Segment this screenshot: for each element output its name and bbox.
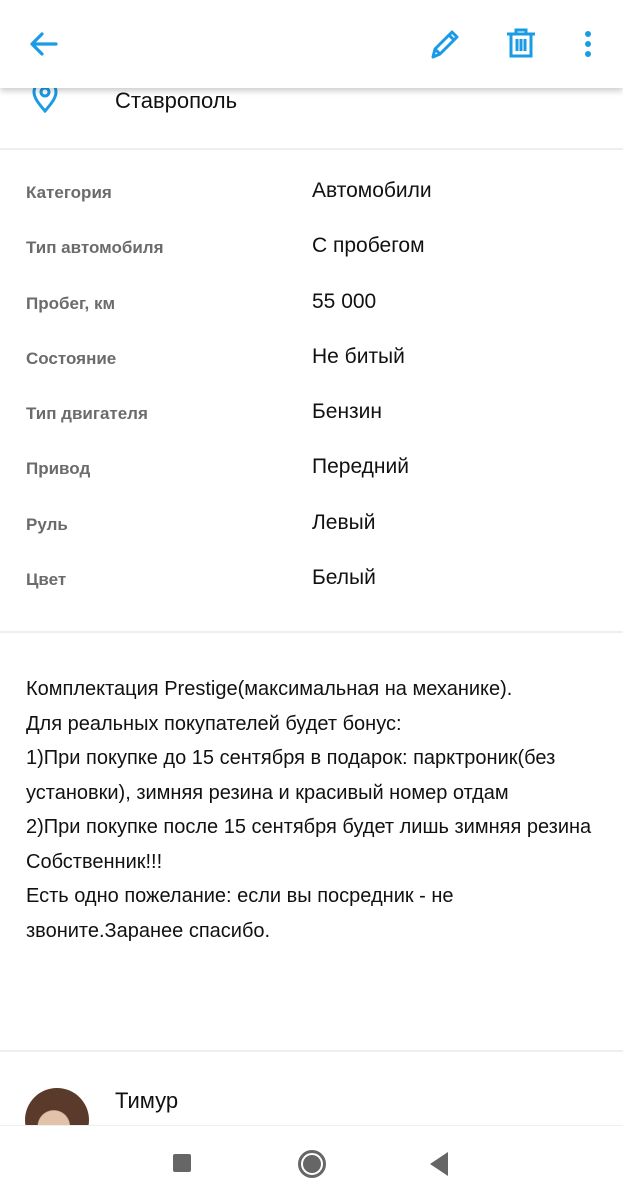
spec-value: Передний [312, 455, 409, 479]
spec-row [0, 386, 623, 441]
description-line: Комплектация Prestige(максимальная на механике). [26, 678, 513, 700]
spec-value: Бензин [312, 400, 383, 424]
spec-row [0, 220, 623, 275]
location-row [0, 88, 623, 150]
spec-value: 55 000 [312, 289, 377, 313]
description-line: 2)При покупке после 15 сентября будет лишь зимняя резина [26, 816, 592, 838]
pencil-icon[interactable] [427, 26, 463, 62]
spec-label: Руль [26, 514, 68, 534]
spec-label: Пробег, км [26, 293, 116, 313]
spec-value: Белый [312, 566, 376, 590]
spec-row [0, 441, 623, 496]
divider [0, 631, 623, 633]
spec-label: Тип двигателя [26, 404, 148, 424]
spec-label: Цвет [26, 570, 67, 590]
description-line: Для реальных покупателей будет бонус: [26, 712, 402, 735]
spec-label: Тип автомобиля [26, 238, 164, 258]
divider [0, 1050, 623, 1052]
spec-row [0, 331, 623, 386]
spec-label: Привод [26, 459, 91, 479]
spec-value: Не битый [312, 344, 405, 368]
back-arrow-icon[interactable] [26, 26, 62, 62]
spec-row [0, 276, 623, 331]
more-vert-icon[interactable] [570, 26, 606, 62]
home-icon[interactable] [298, 1150, 326, 1178]
top-app-bar [0, 0, 623, 88]
back-nav-icon[interactable] [430, 1152, 450, 1176]
specs-table [0, 165, 623, 607]
spec-value: Автомобили [312, 179, 432, 202]
spec-row [0, 552, 623, 607]
trash-icon[interactable] [503, 26, 539, 62]
system-nav-bar [0, 1125, 623, 1200]
location-text: Ставрополь [115, 88, 238, 113]
recents-icon[interactable] [173, 1154, 191, 1172]
spec-label: Состояние [26, 348, 117, 368]
description-line: 1)При покупке до 15 сентября в подарок: парктроник(без установки), зимняя резина и красивый номер отдам [26, 747, 556, 804]
spec-value: С пробегом [312, 234, 425, 258]
spec-value: Левый [312, 510, 376, 534]
spec-row [0, 165, 623, 220]
description-line: Есть одно пожелание: если вы посредник - не звоните.Заранее спасибо. [26, 885, 454, 942]
description [26, 672, 606, 948]
description-line: Собственник!!! [26, 850, 163, 873]
spec-row [0, 497, 623, 552]
seller-name[interactable]: Тимур [115, 1088, 179, 1113]
spec-label: Категория [26, 183, 112, 202]
